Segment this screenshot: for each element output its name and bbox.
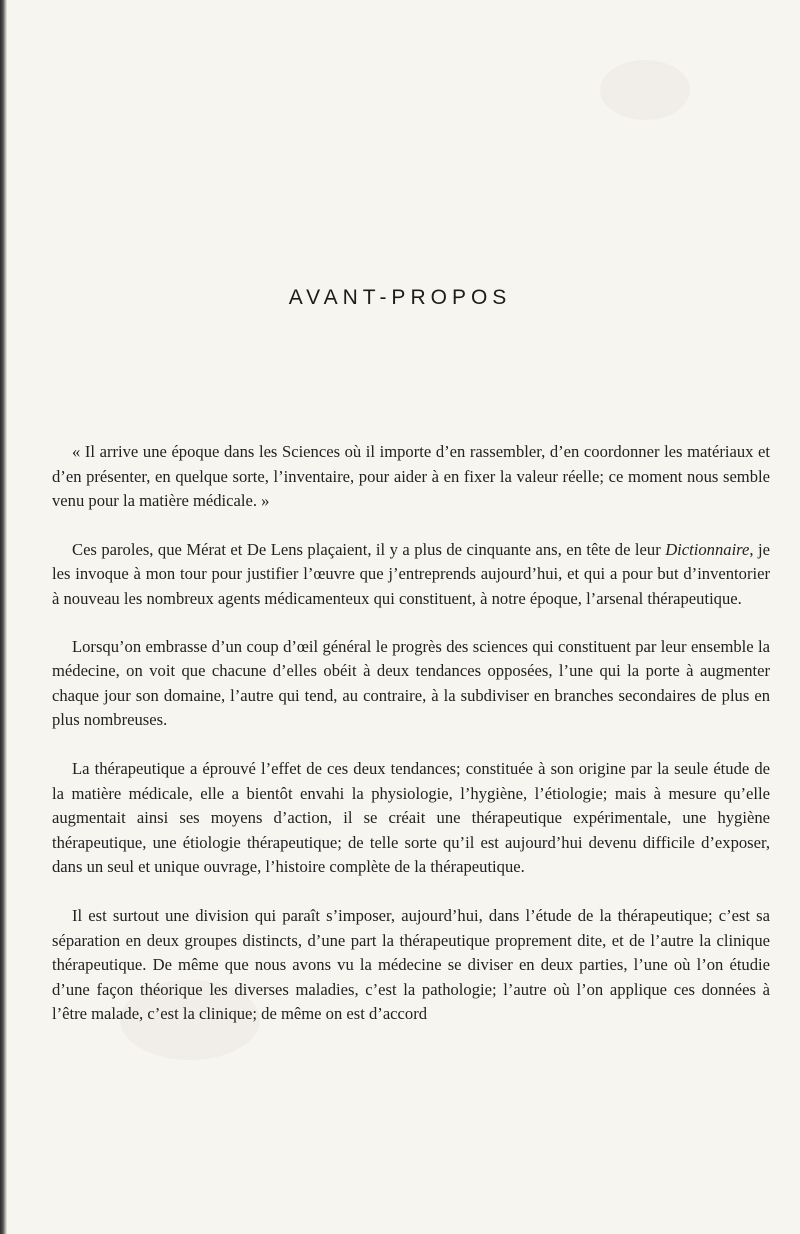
- body-text: [52, 440, 770, 1050]
- paragraph-2-text-start: Ces paroles, que Mérat et De Lens plaçaient, il y a plus de cinquante ans, en tête de leur: [72, 539, 666, 559]
- binding-edge: [0, 0, 7, 1234]
- paragraph-5: Il est surtout une division qui paraît s’imposer, aujourd’hui, dans l’étude de la thérapeutique; c’est sa séparation en deux groupes distincts, d’une part la thérapeutique proprement dite, et de l’autre la clinique thérapeutique. De même que nous avons vu la médecine se diviser en deux parties, l’une où l’on étudie d’une façon théorique les diverses maladies, c’est la pathologie; l’autre où l’on applique ces données à l’être malade, c’est la clinique; de même on est d’accord: [52, 905, 770, 1024]
- paragraph-2: [52, 538, 770, 612]
- paragraph-2-dictionnaire-title: Dictionnaire: [665, 539, 750, 559]
- paragraph-1: « Il arrive une époque dans les Sciences où il importe d’en rassembler, d’en coordonner les matériaux et d’en présenter, en quelque sorte, l’inventaire, pour aider à en fixer la valeur réelle; ce moment nous semble venu pour la matière médicale. »: [52, 442, 770, 511]
- paragraph-2-text-end: , je les invoque à mon tour pour justifier l’œuvre que j’entreprends aujourd’hui, et qui a pour but d’inventorier à nouveau les nombreux agents médicamenteux qui constituent, à notre époque, l’arsenal thérapeutique.: [52, 539, 770, 608]
- paragraph-4: La thérapeutique a éprouvé l’effet de ces deux tendances; constituée à son origine par la seule étude de la matière médicale, elle a bientôt envahi la physiologie, l’hygiène, l’étiologie; mais à mesure qu’elle augmentait ainsi ses moyens d’action, il se créait une thérapeutique expérimentale, une hygiène thérapeutique, une étiologie thérapeutique; de telle sorte qu’il est aujourd’hui devenu difficile d’exposer, dans un seul et unique ouvrage, l’histoire complète de la thérapeutique.: [52, 758, 770, 877]
- paper-stain: [600, 60, 690, 120]
- paragraph-3: Lorsqu’on embrasse d’un coup d’œil général le progrès des sciences qui constituent par leur ensemble la médecine, on voit que chacune d’elles obéit à deux tendances opposées, l’une qui la porte à augmenter chaque jour son domaine, l’autre qui tend, au contraire, à la subdiviser en branches secondaires de plus en plus nombreuses.: [52, 636, 770, 730]
- page-title: AVANT-PROPOS: [288, 286, 512, 309]
